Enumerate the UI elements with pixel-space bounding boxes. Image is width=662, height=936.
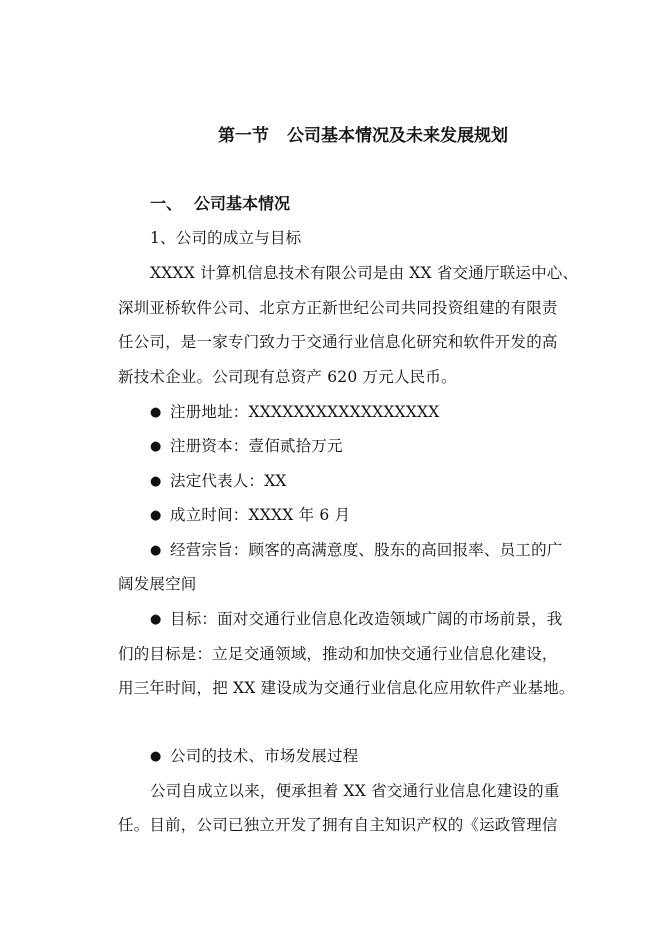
goal-text: 目标：面对交通行业信息化改造领域广阔的市场前景，我 xyxy=(170,610,563,628)
section-number: 第一节 xyxy=(218,126,269,146)
history-heading xyxy=(150,746,358,767)
section-title xyxy=(218,121,508,146)
fact-item xyxy=(150,471,287,492)
bullet-icon: ● xyxy=(150,508,162,523)
goal-line-3: 用三年时间，把 XX 建设成为交通行业信息化应用软件产业基地。 xyxy=(118,679,575,697)
subheading-founding: 1、公司的成立与目标 xyxy=(150,229,302,247)
intro-line-2: 深圳亚桥软件公司、北京方正新世纪公司共同投资组建的有限责 xyxy=(118,299,558,317)
fact-item xyxy=(150,402,440,423)
intro-line-4: 新技术企业。公司现有总资产 620 万元人民币。 xyxy=(118,368,457,386)
fact-established-date: 成立时间：XXXX 年 6 月 xyxy=(170,506,351,524)
fact-item xyxy=(150,505,350,526)
intro-line-3: 任公司，是一家专门致力于交通行业信息化研究和软件开发的高 xyxy=(118,333,558,351)
heading-text: 公司基本情况 xyxy=(194,194,291,213)
heading-number: 一、 xyxy=(150,194,183,213)
fact-registered-address: 注册地址：XXXXXXXXXXXXXXXXX xyxy=(170,403,440,421)
fact-registered-capital: 注册资本：壹佰贰拾万元 xyxy=(170,437,343,455)
fact-legal-representative: 法定代表人：XX xyxy=(170,472,287,490)
intro-line-1: XXXX 计算机信息技术有限公司是由 XX 省交通厅联运中心、 xyxy=(150,264,579,282)
fact-item xyxy=(150,436,343,457)
bullet-icon: ● xyxy=(150,749,162,764)
goal-line-1 xyxy=(150,609,563,630)
bullet-icon: ● xyxy=(150,474,162,489)
bullet-icon: ● xyxy=(150,439,162,454)
purpose-text: 经营宗旨：顾客的高满意度、股东的高回报率、员工的广 xyxy=(170,541,563,559)
purpose-line-2: 阔发展空间 xyxy=(118,575,197,593)
goal-line-2: 们的目标是：立足交通领域，推动和加快交通行业信息化建设， xyxy=(118,645,558,663)
history-heading-text: 公司的技术、市场发展过程 xyxy=(170,747,359,765)
heading-company-overview xyxy=(150,191,290,214)
section-title-text: 公司基本情况及未来发展规划 xyxy=(287,126,508,146)
history-line-2: 任。目前，公司已独立开发了拥有自主知识产权的《运政管理信 xyxy=(118,816,558,834)
bullet-icon: ● xyxy=(150,405,162,420)
purpose-line-1 xyxy=(150,540,563,561)
bullet-icon: ● xyxy=(150,543,162,558)
bullet-icon: ● xyxy=(150,612,162,627)
history-line-1: 公司自成立以来，便承担着 XX 省交通行业信息化建设的重 xyxy=(150,782,560,800)
